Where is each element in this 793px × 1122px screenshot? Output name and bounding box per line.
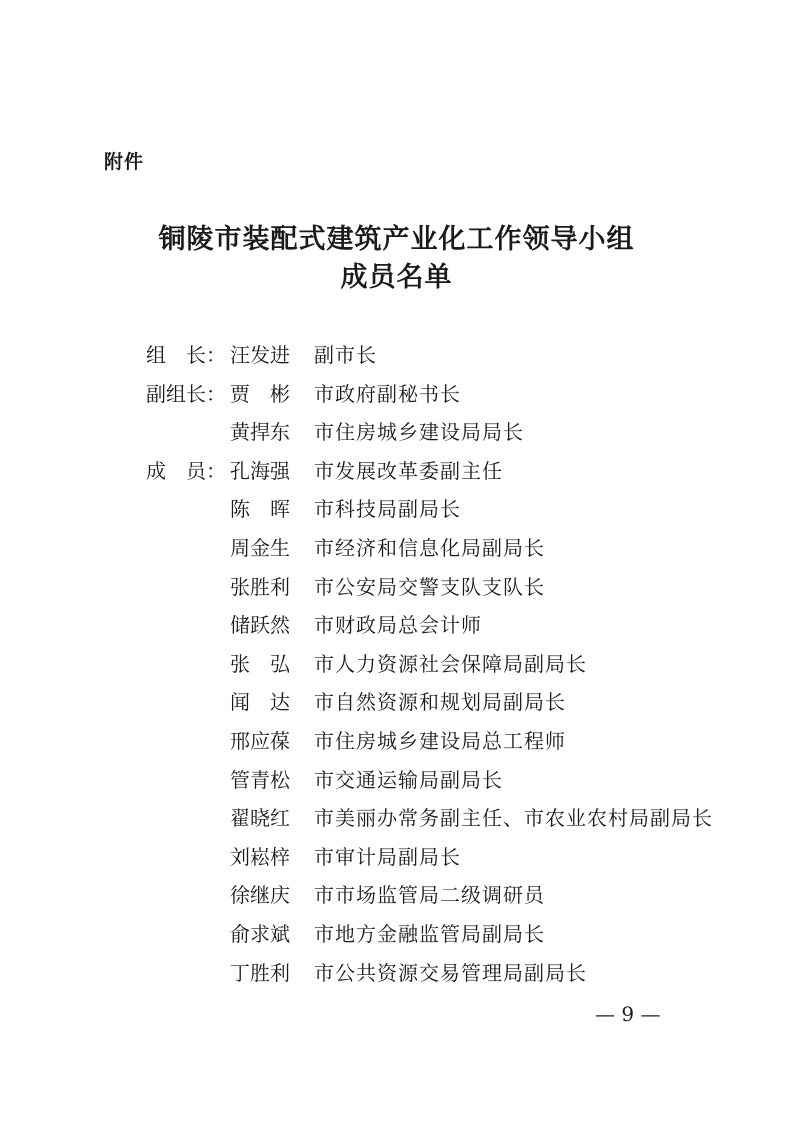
member-name: 陈 晖 — [230, 497, 290, 522]
member-position: 市市场监管局二级调研员 — [314, 883, 545, 908]
member-position: 市审计局副局长 — [314, 844, 461, 869]
member-position: 副市长 — [314, 343, 377, 367]
member-name: 黄捍东 — [230, 420, 290, 445]
member-row — [146, 723, 746, 762]
member-position: 市公安局交警支队支队长 — [314, 574, 545, 599]
member-row — [146, 530, 746, 569]
member-position: 市自然资源和规划局副局长 — [314, 690, 566, 715]
member-name: 汪发进 — [230, 343, 290, 367]
document-title: 铜陵市装配式建筑产业化工作领导小组 — [158, 224, 635, 255]
member-row — [146, 839, 746, 878]
member-name: 贾 彬 — [230, 381, 290, 406]
member-role: 副组长： — [146, 381, 226, 406]
member-name: 管青松 — [230, 767, 290, 792]
member-row — [146, 800, 746, 839]
document-subtitle: 成员名单 — [340, 262, 453, 293]
member-position: 市住房城乡建设局局长 — [314, 420, 524, 445]
member-role: 组 长： — [146, 343, 226, 367]
member-position: 市公共资源交易管理局副局长 — [314, 960, 587, 985]
member-name: 翟晓红 — [230, 806, 290, 831]
attachment-label: 附件 — [104, 151, 145, 173]
member-position: 市美丽办常务副主任、市农业农村局副局长 — [314, 806, 713, 831]
member-row — [146, 491, 746, 530]
member-name: 张胜利 — [230, 574, 290, 599]
member-name: 俞求斌 — [230, 921, 290, 946]
member-row — [146, 569, 746, 608]
member-row — [146, 646, 746, 685]
member-row — [146, 453, 746, 492]
member-name: 孔海强 — [230, 458, 290, 483]
member-position: 市人力资源社会保障局副局长 — [314, 651, 587, 676]
member-list — [146, 337, 746, 993]
member-row — [146, 337, 746, 376]
member-position: 市发展改革委副主任 — [314, 458, 503, 483]
member-name: 丁胜利 — [230, 960, 290, 985]
member-row — [146, 376, 746, 415]
member-position: 市住房城乡建设局总工程师 — [314, 728, 566, 753]
member-position: 市财政局总会计师 — [314, 613, 482, 638]
member-position: 市政府副秘书长 — [314, 381, 461, 406]
member-name: 邢应葆 — [230, 728, 290, 753]
member-name: 储跃然 — [230, 613, 290, 638]
member-row — [146, 607, 746, 646]
member-role: 成 员： — [146, 458, 226, 483]
member-row — [146, 762, 746, 801]
member-position: 市地方金融监管局副局长 — [314, 921, 545, 946]
member-row — [146, 877, 746, 916]
member-row — [146, 955, 746, 994]
member-name: 闻 达 — [230, 690, 290, 715]
member-row — [146, 684, 746, 723]
member-position: 市经济和信息化局副局长 — [314, 535, 545, 560]
member-name: 刘崧梓 — [230, 844, 290, 869]
member-row — [146, 414, 746, 453]
page-number: — 9 — — [595, 1002, 661, 1026]
member-position: 市交通运输局副局长 — [314, 767, 503, 792]
member-position: 市科技局副局长 — [314, 497, 461, 522]
member-name: 张 弘 — [230, 651, 290, 676]
member-name: 周金生 — [230, 535, 290, 560]
member-row — [146, 916, 746, 955]
member-name: 徐继庆 — [230, 883, 290, 908]
